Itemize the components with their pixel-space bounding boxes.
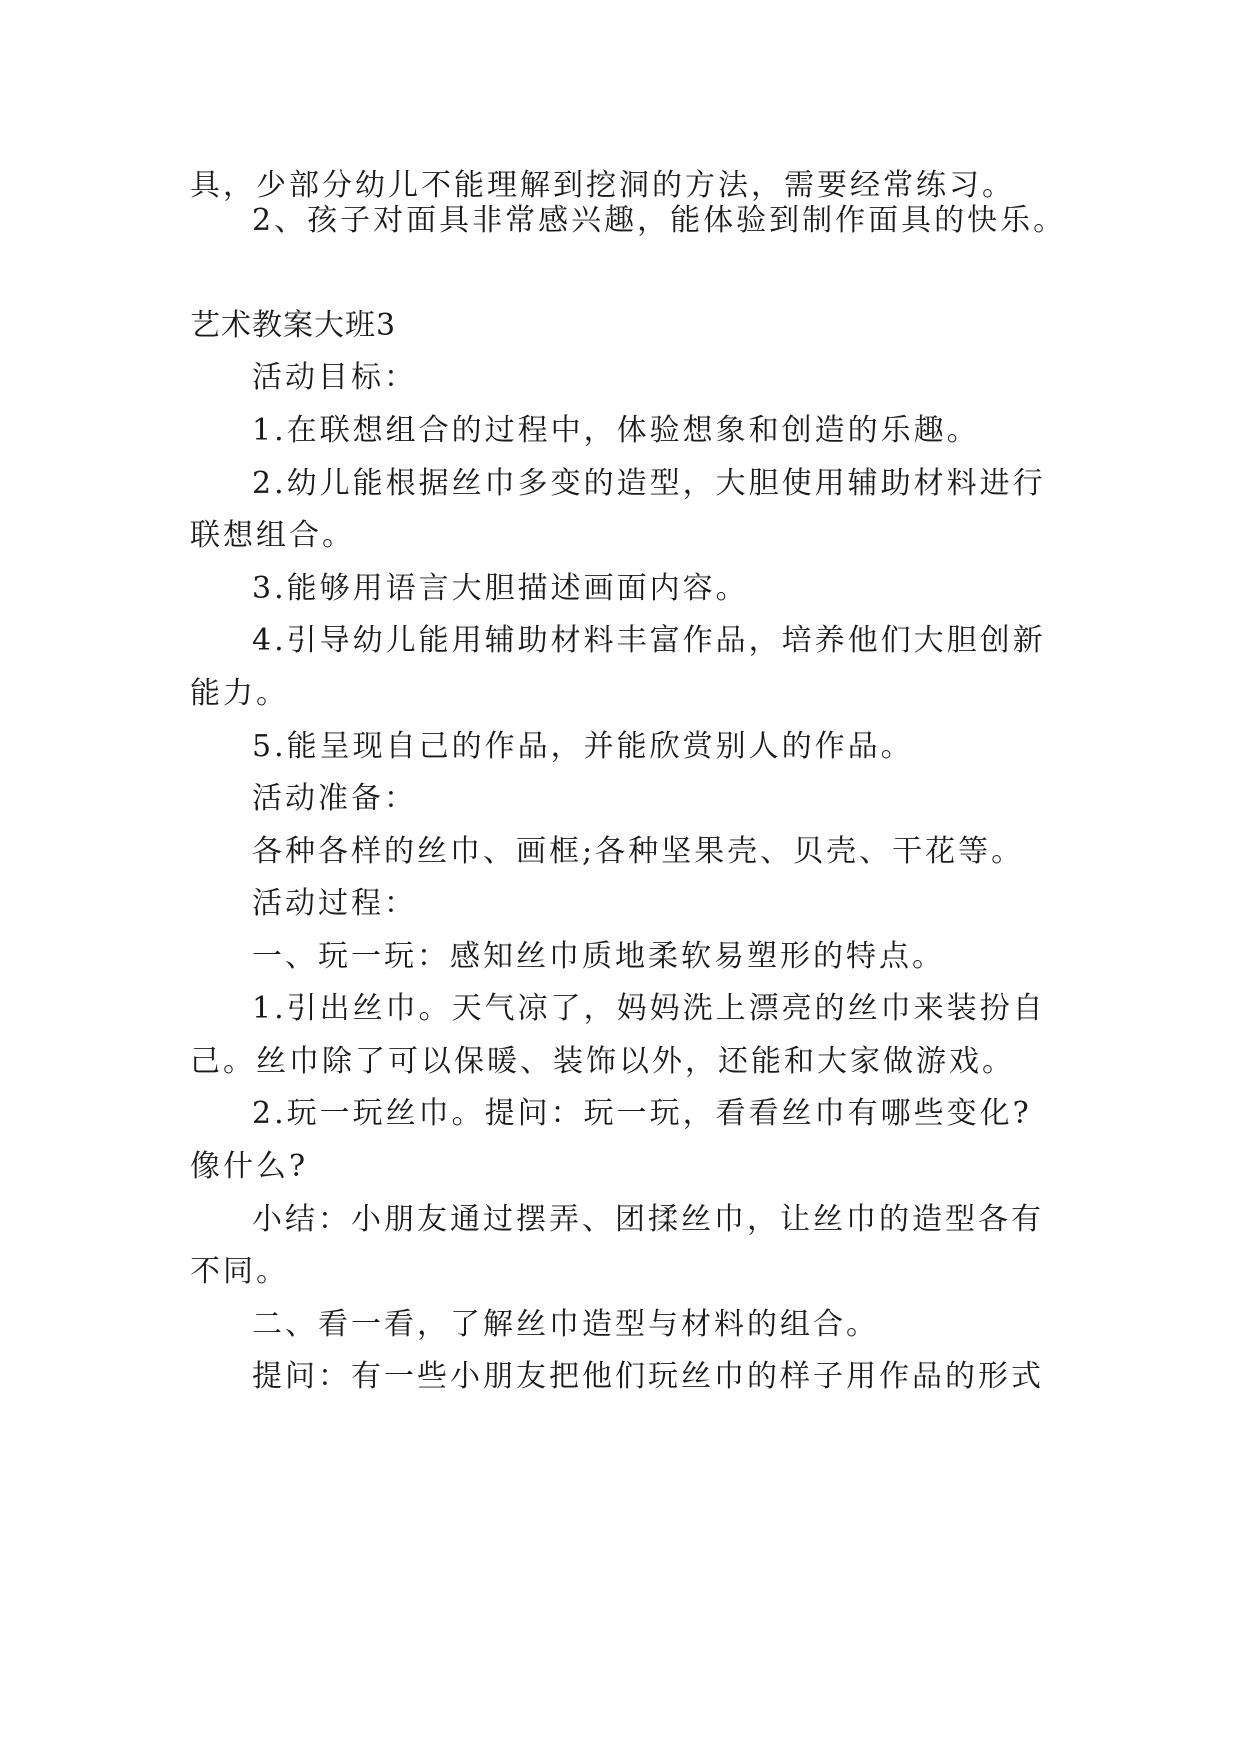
paragraph-line: 4.引导幼儿能用辅助材料丰富作品，培养他们大胆创新 (252, 623, 1046, 658)
paragraph-line: 5.能呈现自己的作品，并能欣赏别人的作品。 (252, 729, 914, 764)
paragraph-line: 活动过程： (252, 886, 417, 921)
paragraph-line: 像什么? (190, 1149, 309, 1184)
paragraph-line: 提问：有一些小朋友把他们玩丝巾的样子用作品的形式 (252, 1359, 1044, 1394)
paragraph-line: 能力。 (190, 676, 289, 711)
paragraph-line: 3.能够用语言大胆描述画面内容。 (252, 571, 749, 606)
paragraph-line: 己。丝巾除了可以保暖、装饰以外，还能和大家做游戏。 (190, 1044, 1015, 1079)
paragraph-line: 二、看一看，了解丝巾造型与材料的组合。 (252, 1307, 879, 1342)
paragraph-line: 2、孩子对面具非常感兴趣，能体验到制作面具的快乐。 (252, 203, 1067, 238)
section-heading: 艺术教案大班3 (190, 308, 397, 343)
paragraph-line: 具，少部分幼儿不能理解到挖洞的方法，需要经常练习。 (190, 168, 1015, 203)
paragraph-line: 一、玩一玩：感知丝巾质地柔软易塑形的特点。 (252, 939, 945, 974)
paragraph-line: 各种各样的丝巾、画框;各种坚果壳、贝壳、干花等。 (252, 834, 1025, 869)
paragraph-line: 活动准备： (252, 781, 417, 816)
paragraph-line: 2.幼儿能根据丝巾多变的造型，大胆使用辅助材料进行 (252, 466, 1046, 501)
paragraph-line: 2.玩一玩丝巾。提问：玩一玩，看看丝巾有哪些变化? (252, 1096, 1032, 1131)
paragraph-line: 小结：小朋友通过摆弄、团揉丝巾，让丝巾的造型各有 (252, 1202, 1044, 1237)
paragraph-line: 联想组合。 (190, 518, 355, 553)
paragraph-line: 1.在联想组合的过程中，体验想象和创造的乐趣。 (252, 413, 980, 448)
paragraph-line: 1.引出丝巾。天气凉了，妈妈洗上漂亮的丝巾来装扮自 (252, 991, 1046, 1026)
paragraph-line: 不同。 (190, 1254, 289, 1289)
paragraph-line: 活动目标： (252, 360, 417, 395)
